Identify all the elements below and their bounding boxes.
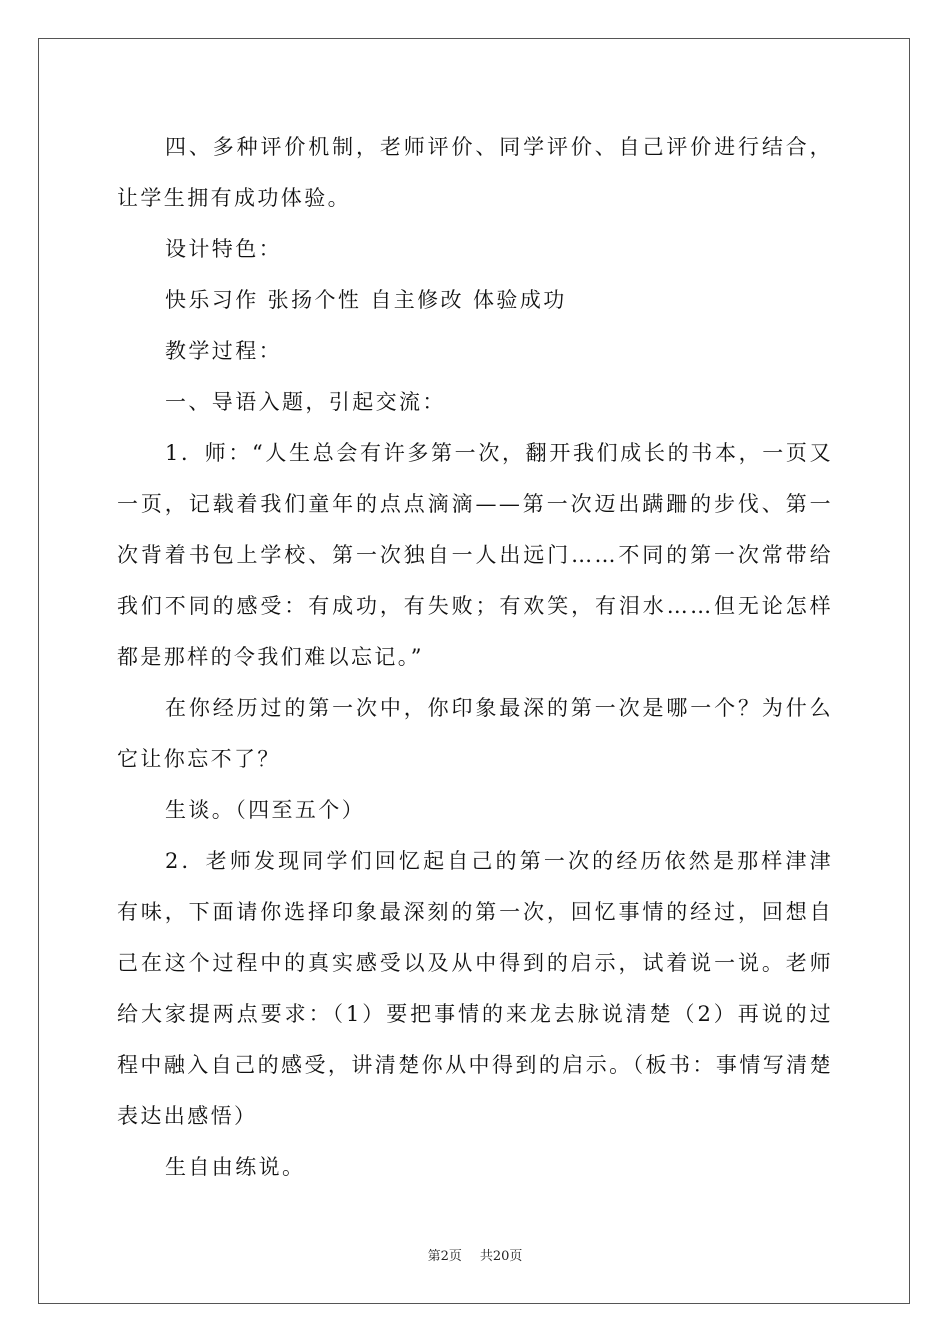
paragraph: 1．师：“人生总会有许多第一次，翻开我们成长的书本，一页又一页，记载着我们童年的点点滴滴——第一次迈出蹒跚的步伐、第一次背着书包上学校、第一次独自一人出远门……不同的第一次常带给我们不同的感受：有成功，有失败；有欢笑，有泪水……但无论怎样都是那样的令我们难以忘记。” xyxy=(117,441,833,669)
paragraph: 一、导语入题，引起交流： xyxy=(165,390,446,414)
paragraph: 在你经历过的第一次中，你印象最深的第一次是哪一个？为什么它让你忘不了？ xyxy=(117,696,833,771)
page-total: 共20页 xyxy=(479,1249,523,1264)
document-body xyxy=(117,122,833,1193)
paragraph: 生谈。（四至五个） xyxy=(165,798,366,822)
paragraph: 2．老师发现同学们回忆起自己的第一次的经历依然是那样津津有味，下面请你选择印象最深刻的第一次，回忆事情的经过，回想自己在这个过程中的真实感受以及从中得到的启示，试着说一说。老师给大家提两点要求：（1）要把事情的来龙去脉说清楚（2）再说的过程中融入自己的感受，讲清楚你从中得到的启示。（板书：事情写清楚表达出感悟） xyxy=(117,849,833,1128)
page-number: 第2页 xyxy=(427,1249,462,1264)
paragraph: 设计特色： xyxy=(165,237,282,261)
paragraph: 生自由练说。 xyxy=(165,1155,306,1179)
paragraph: 快乐习作 张扬个性 自主修改 体验成功 xyxy=(165,288,567,312)
paragraph: 四、多种评价机制，老师评价、同学评价、自己评价进行结合，让学生拥有成功体验。 xyxy=(117,135,833,210)
paragraph: 教学过程： xyxy=(165,339,282,363)
page-footer xyxy=(0,1245,950,1264)
